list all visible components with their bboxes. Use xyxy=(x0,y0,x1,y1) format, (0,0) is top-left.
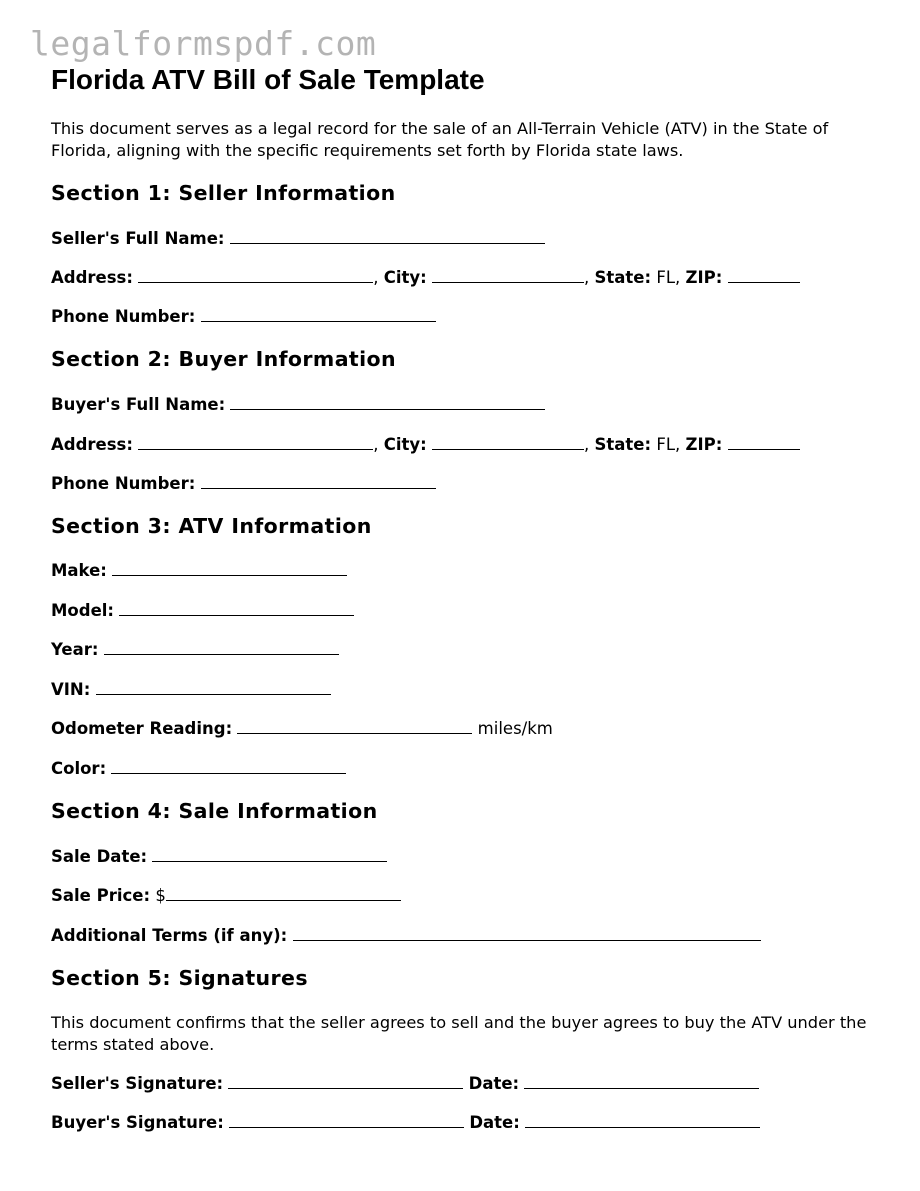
seller-date-field[interactable] xyxy=(524,1073,759,1089)
vin-label: VIN: xyxy=(51,680,91,699)
buyer-date-label: Date: xyxy=(469,1113,520,1132)
intro-paragraph: This document serves as a legal record for the sale of an All-Terrain Vehicle (ATV) in the State of Florida, aligning with the specific requirements set forth by Florida state laws. xyxy=(51,119,829,160)
seller-address-row: Address: , City: , State: FL, ZIP: xyxy=(51,267,800,288)
section-2-heading: Section 2: Buyer Information xyxy=(51,347,397,371)
color-field[interactable] xyxy=(111,758,346,774)
seller-zip-label: ZIP: xyxy=(685,268,723,287)
seller-phone-row xyxy=(51,306,436,327)
model-row xyxy=(51,600,354,621)
year-field[interactable] xyxy=(104,639,339,655)
buyer-phone-row xyxy=(51,473,436,494)
section-5-heading: Section 5: Signatures xyxy=(51,966,308,990)
seller-signature-field[interactable] xyxy=(228,1073,463,1089)
buyer-phone-label: Phone Number: xyxy=(51,474,196,493)
seller-phone-field[interactable] xyxy=(201,306,436,322)
seller-city-label: City: xyxy=(383,268,427,287)
terms-field[interactable] xyxy=(293,925,761,941)
year-row xyxy=(51,639,339,660)
buyer-address-label: Address: xyxy=(51,435,133,454)
seller-state-value: FL xyxy=(656,268,676,287)
seller-address-field[interactable] xyxy=(138,267,373,283)
buyer-city-label: City: xyxy=(383,435,427,454)
section-3-heading: Section 3: ATV Information xyxy=(51,514,372,538)
buyer-signature-field[interactable] xyxy=(229,1112,464,1128)
sale-date-row xyxy=(51,846,387,867)
color-row xyxy=(51,758,346,779)
seller-date-label: Date: xyxy=(468,1074,520,1093)
buyer-signature-label: Buyer's Signature: xyxy=(51,1113,224,1132)
seller-zip-field[interactable] xyxy=(728,267,800,283)
sale-date-label: Sale Date: xyxy=(51,847,148,866)
watermark: legalformspdf.com xyxy=(30,24,377,63)
model-label: Model: xyxy=(51,601,115,620)
vin-row xyxy=(51,679,331,700)
model-field[interactable] xyxy=(119,600,354,616)
make-row xyxy=(51,560,347,581)
buyer-date-field[interactable] xyxy=(525,1112,760,1128)
buyer-name-field[interactable] xyxy=(230,394,545,410)
section-4-heading: Section 4: Sale Information xyxy=(51,799,378,823)
buyer-signature-row xyxy=(51,1112,760,1133)
buyer-name-label: Buyer's Full Name: xyxy=(51,395,226,414)
buyer-state-label: State: xyxy=(594,435,652,454)
sale-date-field[interactable] xyxy=(152,846,387,862)
seller-name-label: Seller's Full Name: xyxy=(51,229,225,248)
section-1-heading: Section 1: Seller Information xyxy=(51,181,396,205)
buyer-zip-field[interactable] xyxy=(728,434,800,450)
sale-price-field[interactable] xyxy=(166,885,401,901)
buyer-phone-field[interactable] xyxy=(201,473,436,489)
currency-symbol: $ xyxy=(155,886,166,905)
year-label: Year: xyxy=(51,640,99,659)
terms-row xyxy=(51,925,761,946)
sale-price-label: Sale Price: xyxy=(51,886,151,905)
seller-name-row xyxy=(51,228,545,249)
make-label: Make: xyxy=(51,561,107,580)
terms-label: Additional Terms (if any): xyxy=(51,926,288,945)
buyer-address-row: Address: , City: , State: FL, ZIP: xyxy=(51,434,800,455)
sale-price-row xyxy=(51,885,401,906)
make-field[interactable] xyxy=(112,560,347,576)
buyer-state-value: FL xyxy=(656,435,676,454)
buyer-zip-label: ZIP: xyxy=(685,435,723,454)
seller-name-field[interactable] xyxy=(230,228,545,244)
odometer-row xyxy=(51,718,553,739)
signatures-statement: This document confirms that the seller agrees to sell and the buyer agrees to buy the ATV under the terms stated above. xyxy=(51,1013,867,1054)
seller-address-label: Address: xyxy=(51,268,133,287)
seller-city-field[interactable] xyxy=(432,267,584,283)
seller-state-label: State: xyxy=(594,268,652,287)
odometer-label: Odometer Reading: xyxy=(51,719,233,738)
seller-phone-label: Phone Number: xyxy=(51,307,196,326)
color-label: Color: xyxy=(51,759,107,778)
seller-signature-label: Seller's Signature: xyxy=(51,1074,224,1093)
odometer-unit: miles/km xyxy=(477,719,553,738)
buyer-city-field[interactable] xyxy=(432,434,584,450)
seller-signature-row xyxy=(51,1073,759,1094)
buyer-address-field[interactable] xyxy=(138,434,373,450)
odometer-field[interactable] xyxy=(237,718,472,734)
vin-field[interactable] xyxy=(96,679,331,695)
page-title: Florida ATV Bill of Sale Template xyxy=(51,64,485,95)
buyer-name-row xyxy=(51,394,545,415)
